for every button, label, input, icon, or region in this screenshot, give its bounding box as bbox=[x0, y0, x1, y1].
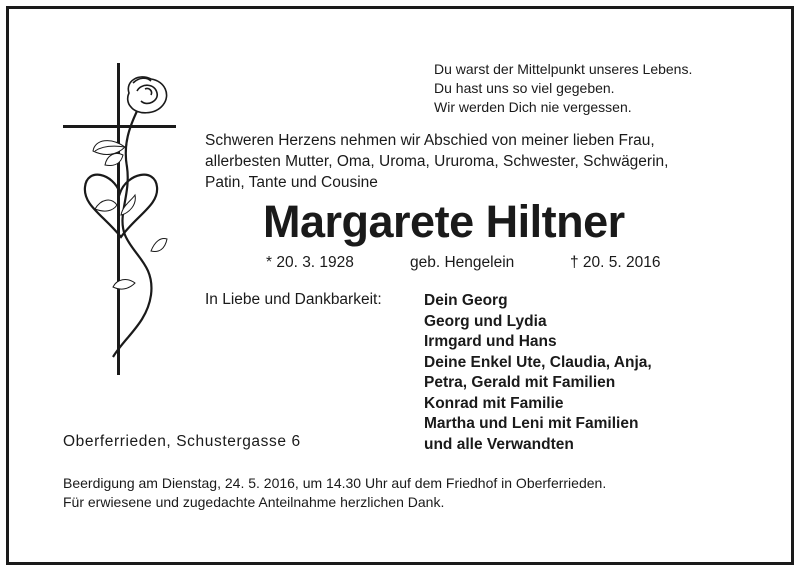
survivor-line: Dein Georg bbox=[424, 292, 508, 309]
poem-line: Du hast uns so viel gegeben. bbox=[434, 80, 615, 96]
deceased-name: Margarete Hiltner bbox=[263, 196, 625, 247]
footer-line: Beerdigung am Dienstag, 24. 5. 2016, um 14.30 Uhr auf dem Friedhof in Oberferrieden. bbox=[63, 475, 607, 491]
intro-line: allerbesten Mutter, Oma, Uroma, Ururoma, Schwester, Schwägerin, bbox=[205, 153, 669, 170]
funeral-notice bbox=[63, 474, 606, 512]
survivor-line: und alle Verwandten bbox=[424, 435, 574, 453]
intro-text bbox=[205, 130, 668, 193]
survivors-list bbox=[424, 291, 652, 455]
poem-line: Wir werden Dich nie vergessen. bbox=[434, 99, 632, 115]
survivor-line: Georg und Lydia bbox=[424, 312, 547, 330]
survivor-line: Irmgard und Hans bbox=[424, 333, 557, 350]
survivor-line: Martha und Leni mit Familien bbox=[424, 415, 639, 432]
poem-line: Du warst der Mittelpunkt unseres Lebens. bbox=[434, 61, 693, 77]
birth-date: * 20. 3. 1928 bbox=[266, 254, 354, 271]
survivor-line: Konrad mit Familie bbox=[424, 394, 564, 412]
poem bbox=[434, 60, 692, 117]
footer-line: Für erwiesene und zugedachte Anteilnahme herzlichen Dank. bbox=[63, 494, 445, 510]
cross-with-rose-and-heart-icon bbox=[55, 55, 185, 380]
intro-line: Patin, Tante und Cousine bbox=[205, 174, 378, 191]
address: Oberferrieden, Schustergasse 6 bbox=[63, 433, 301, 450]
maiden-name: geb. Hengelein bbox=[410, 254, 515, 271]
survivor-line: Deine Enkel Ute, Claudia, Anja, bbox=[424, 353, 652, 371]
death-date: † 20. 5. 2016 bbox=[570, 254, 661, 271]
survivor-line: Petra, Gerald mit Familien bbox=[424, 374, 616, 391]
intro-line: Schweren Herzens nehmen wir Abschied von meiner lieben Frau, bbox=[205, 132, 655, 149]
survivors-label: In Liebe und Dankbarkeit: bbox=[205, 291, 382, 308]
